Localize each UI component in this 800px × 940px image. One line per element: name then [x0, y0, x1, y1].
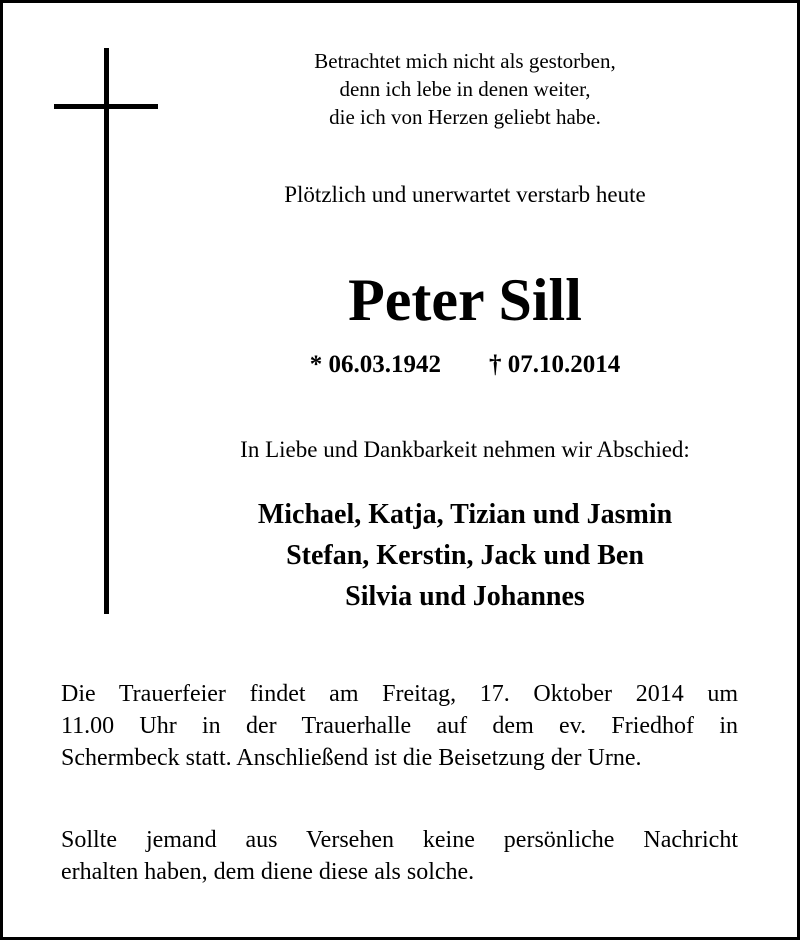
notice-paragraph	[61, 824, 738, 888]
ceremony-line: Die Trauerfeier findet am Freitag, 17. Oktober 2014 um	[61, 681, 738, 707]
deceased-name: Peter Sill	[348, 267, 582, 333]
death-date: † 07.10.2014	[489, 351, 621, 378]
mourner-line: Silvia und Johannes	[345, 581, 585, 612]
ceremony-line: Schermbeck statt. Anschließend ist die Beisetzung der Urne.	[61, 745, 642, 771]
notice-line: erhalten haben, dem diene diese als solche.	[61, 859, 475, 885]
motto-verse	[190, 47, 740, 131]
notice-line: Sollte jemand aus Versehen keine persönliche Nachricht	[61, 827, 738, 853]
mourner-line: Michael, Katja, Tizian und Jasmin	[257, 499, 673, 530]
motto-line: die ich von Herzen geliebt habe.	[329, 105, 601, 129]
motto-line: Betrachtet mich nicht als gestorben,	[314, 49, 616, 73]
mourners-list	[190, 494, 740, 617]
intro-text: Plötzlich und unerwartet verstarb heute	[284, 182, 646, 207]
cross-vertical-bar	[104, 48, 109, 614]
farewell-text: In Liebe und Dankbarkeit nehmen wir Abschied:	[240, 437, 690, 462]
birth-date: * 06.03.1942	[309, 351, 441, 378]
mourner-line: Stefan, Kerstin, Jack und Ben	[286, 540, 644, 571]
ceremony-line: 11.00 Uhr in der Trauerhalle auf dem ev. Friedhof in	[61, 713, 738, 739]
life-dates	[190, 350, 740, 380]
ceremony-paragraph	[61, 678, 738, 774]
cross-horizontal-bar	[54, 104, 158, 109]
motto-line: denn ich lebe in denen weiter,	[339, 77, 591, 101]
